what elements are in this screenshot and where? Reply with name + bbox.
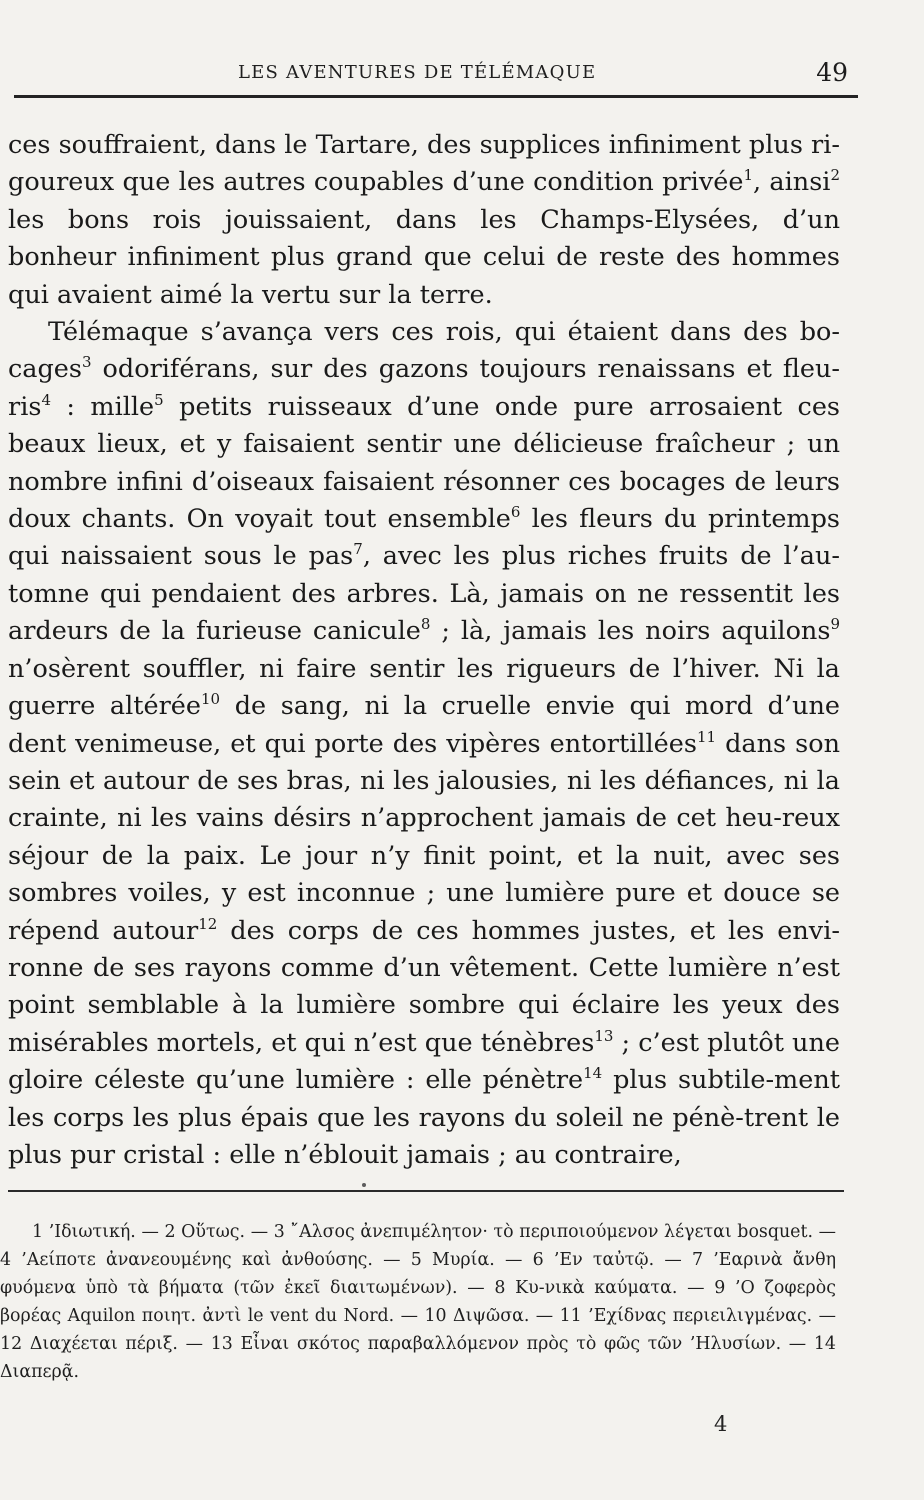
footnote-ref: 6 xyxy=(510,503,521,522)
text-run: de sang, ni la cruelle envie qui mord d’une dent venimeuse, et qui porte des vipères entortillées xyxy=(8,691,841,759)
text-run: n’osèrent souffler, ni faire sentir les rigueurs de l’hiver. Ni la guerre altérée xyxy=(8,653,840,722)
footnote-ref: 13 xyxy=(594,1026,614,1045)
text-run: ces souffraient, dans le Tartare, des supplices infiniment plus ri-goureux que les autres coupables d’une condition privée xyxy=(8,130,840,198)
paragraph-2 xyxy=(8,314,840,1174)
page-number: 49 xyxy=(816,58,848,87)
signature-mark: 4 xyxy=(714,1412,728,1436)
footnotes xyxy=(0,1218,836,1386)
header-rule xyxy=(14,95,858,98)
footnote-rule xyxy=(8,1190,844,1192)
footnote-ref: 7 xyxy=(353,540,363,559)
text-run: , ainsi xyxy=(752,167,831,198)
text-run: , avec les plus riches fruits de l’au-tomne qui pendaient des arbres. Là, jamais on ne ressentit les ardeurs de la furieuse canicule xyxy=(8,541,840,647)
footnote-ref: 12 xyxy=(198,914,218,933)
text-run: petits ruisseaux d’une onde pure arrosaient ces beaux lieux, et y faisaient sentir une délicieuse fraîcheur ; un nombre infini d’oiseaux faisaient résonner ces bocages de leurs doux chants. On voyait tout ensemble xyxy=(8,391,840,535)
footnote-ref: 1 xyxy=(743,166,753,185)
text-run: les bons rois jouissaient, dans les Champs-Elysées, d’un bonheur infiniment plus grand que celui de reste des hommes qui avaient aimé la vertu sur la terre. xyxy=(8,204,840,310)
text-run: des corps de ces hommes justes, et les envi-ronne de ses rayons comme d’un vêtement. Cette lumière n’est point semblable à la lumière sombre qui éclaire les yeux des misérables mortels, et qui n’est que ténèbres xyxy=(8,915,840,1058)
page-header xyxy=(0,58,924,98)
text-run: dans son sein et autour de ses bras, ni les jalousies, ni les défiances, ni la crainte, ni les vains désirs n’approchent jamais de cet heu-reux séjour de la paix. Le jour n’y finit point, et la nuit, avec ses sombres voiles, y est inconnue ; une lumière pure et douce se répend autour xyxy=(8,728,841,946)
footnote-ref: 4 xyxy=(41,390,51,409)
footnote-ref: 3 xyxy=(82,353,92,372)
footnote-ref: 11 xyxy=(696,727,717,746)
footnote-text: 1 ’Ιδιωτική. — 2 Οὕτως. — 3 ῎Αλσος ἀνεπιμέλητον· τὸ περιποιούμενον λέγεται bosquet. — 4 ’Αείποτε ἀνανεουμένης καὶ ἀνθούσης. — 5 Μυρία. — 6 ’Εν ταὐτῷ. — 7 ’Εαρινὰ ἄνθη φυόμενα ὑπὸ τὰ βήματα (τῶν ἐκεῖ διαιτωμένων). — 8 Κυ-νικὰ καύματα. — 9 ’Ο ζοφερὸς βορέας Aquilon ποιητ. ἀντὶ le vent du Nord. — 10 Διψῶσα. — 11 ’Εχίδνας περιειλιγμένας. — 12 Διαχέεται πέριξ. — 13 Εἶναι σκότος παραβαλλόμενον πρὸς τὸ φῶς τῶν ’Ηλυσίων. — 14 Διαπερᾷ. xyxy=(0,1222,836,1382)
running-title: LES AVENTURES DE TÉLÉMAQUE xyxy=(238,62,597,83)
text-run: ; c’est plutôt une gloire céleste qu’une lumière : elle pénètre xyxy=(8,1027,840,1096)
footnote-ref: 14 xyxy=(583,1064,603,1083)
text-run: ; là, jamais les noirs aquilons xyxy=(430,616,831,647)
text-run: Télémaque s’avança vers ces rois, qui étaient dans des bo-cages xyxy=(8,317,840,385)
text-run: plus subtile-ment les corps les plus épais que les rayons du soleil ne pénè-trent le plus pur cristal : elle n’éblouit jamais ; au contraire, xyxy=(8,1065,840,1170)
text-run: les fleurs du printemps qui naissaient sous le pas xyxy=(8,504,840,572)
ink-speck xyxy=(362,1183,366,1187)
footnote-ref: 9 xyxy=(830,615,840,634)
footnote-ref: 5 xyxy=(154,390,164,409)
footnote-ref: 2 xyxy=(830,166,840,185)
footnote-ref: 8 xyxy=(420,615,431,634)
text-run: : mille xyxy=(50,391,155,422)
main-text xyxy=(8,127,840,1174)
paragraph-1 xyxy=(8,127,840,314)
text-run: odoriférans, sur des gazons toujours renaissans et fleu-ris xyxy=(8,354,840,422)
footnote-ref: 10 xyxy=(201,690,221,709)
